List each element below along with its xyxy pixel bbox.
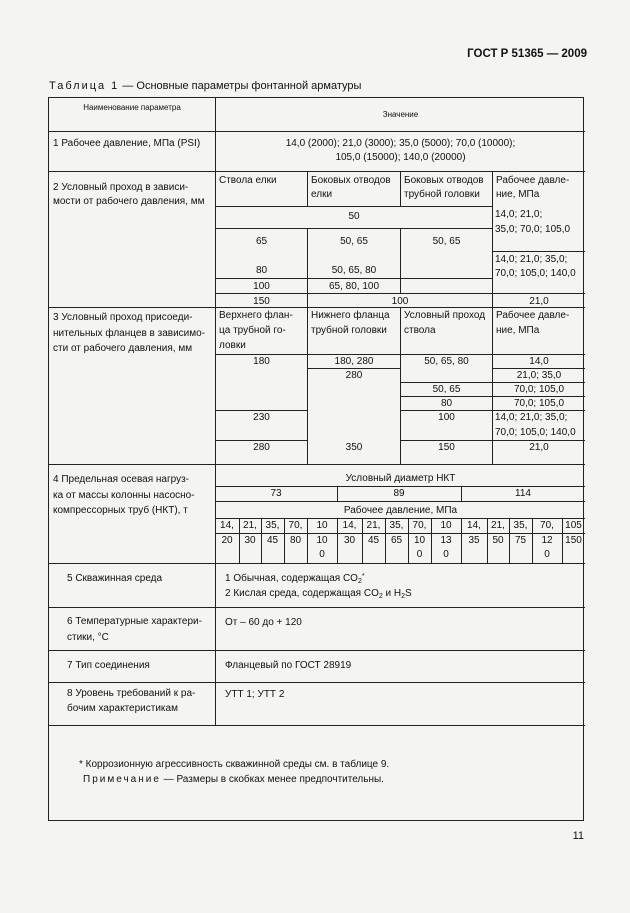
nkt-pressure-1-4: 10	[440, 520, 452, 531]
r4-diam-label: Условный диаметр НКТ	[345, 473, 456, 484]
nkt-pressure-0-4: 10	[316, 520, 328, 531]
nkt-load-2-3: 12	[541, 535, 553, 546]
r3-c4: 80	[440, 398, 453, 409]
r2-v150-side: 100	[391, 296, 409, 307]
r3-d1: 14,0	[529, 356, 549, 367]
r2-h2-2: елки	[311, 189, 333, 200]
nkt-pressure-1-3: 70,	[412, 520, 427, 531]
r3-a6: 280	[253, 442, 270, 453]
r4-name-2: ка от массы колонны насосно-	[53, 490, 195, 501]
nkt-load-1-0: 30	[343, 535, 356, 546]
r2-name-2: мости от рабочего давления, мм	[53, 196, 205, 207]
r1-value-1: 14,0 (2000); 21,0 (3000); 35,0 (5000); 70,0 (10000);	[285, 138, 516, 149]
nkt-load2-2-3: 0	[544, 549, 550, 560]
r2-v65-head: 50, 65	[432, 236, 461, 247]
r2-p3: 21,0	[529, 296, 549, 307]
r2-h3-1: Боковых отводов	[404, 175, 484, 186]
r3-name-3: сти от рабочего давления, мм	[53, 343, 193, 354]
nkt-load-0-1: 30	[244, 535, 256, 546]
r2-h4-1: Рабочее давле-	[496, 175, 570, 186]
r3-name-2: нительных фланцев в зависимо-	[53, 328, 206, 339]
nkt-pressure-2-1: 21,	[491, 520, 505, 531]
r3-a1: 180	[253, 356, 270, 367]
nkt-load2-1-4: 0	[443, 549, 449, 560]
r2-p1-1: 14,0; 21,0;	[495, 209, 543, 220]
r3-h3-1: Условный проход	[404, 310, 486, 321]
r2-v150: 150	[253, 296, 270, 307]
r4-press-label: Рабочее давление, МПа	[343, 505, 458, 516]
nkt-pressure-1-1: 21,	[366, 520, 381, 531]
r3-c5: 100	[438, 412, 455, 423]
r3-h2-1: Нижнего фланца	[311, 310, 390, 321]
r7-name: 7 Тип соединения	[67, 660, 150, 671]
nkt-pressure-0-3: 70,	[288, 520, 303, 531]
r4-name-1: 4 Предельная осевая нагруз-	[53, 474, 189, 485]
r3-d5-2: 70,0; 105,0; 140,0	[495, 427, 576, 438]
r6-value: От – 60 до + 120	[225, 617, 302, 628]
r6-name-1: 6 Температурные характери-	[67, 616, 202, 627]
nkt-load-1-3: 10	[413, 535, 426, 546]
r3-h4-2: ние, МПа	[496, 325, 540, 336]
nkt-load-2-0: 35	[468, 535, 480, 546]
nkt-load-1-4: 13	[440, 535, 452, 546]
r3-d2: 21,0; 35,0	[516, 370, 562, 381]
r7-value: Фланцевый по ГОСТ 28919	[225, 660, 352, 671]
nkt-diameter-2: 114	[515, 488, 531, 499]
r3-d4: 70,0; 105,0	[513, 398, 565, 409]
nkt-load-0-2: 45	[266, 535, 279, 546]
nkt-pressure-2-3: 70,	[540, 520, 554, 531]
nkt-pressure-2-2: 35,	[513, 520, 528, 531]
r8-name-1: 8 Уровень требований к ра-	[67, 688, 196, 699]
r2-h4-2: ние, МПа	[496, 189, 540, 200]
nkt-load-0-0: 20	[221, 535, 233, 546]
r2-v50: 50	[348, 211, 360, 222]
r3-d3: 70,0; 105,0	[513, 384, 565, 395]
r3-d6: 21,0	[529, 442, 549, 453]
nkt-pressure-1-0: 14,	[342, 520, 357, 531]
r1-value-2: 105,0 (15000); 140,0 (20000)	[335, 152, 466, 163]
r3-c3: 50, 65	[432, 384, 461, 395]
r2-h2-1: Боковых отводов	[311, 175, 391, 186]
r8-value: УТТ 1; УТТ 2	[225, 689, 285, 700]
standard-header: ГОСТ Р 51365 — 2009	[467, 48, 587, 60]
nkt-pressure-2-0: 14,	[467, 520, 481, 531]
r2-p2-1: 14,0; 21,0; 35,0;	[495, 254, 568, 265]
r1-name: 1 Рабочее давление, МПа (PSI)	[53, 138, 201, 149]
r3-h1-2: ца трубной го-	[219, 325, 286, 336]
r2-h3-2: трубной головки	[404, 189, 480, 200]
column-value-header: Значение	[382, 110, 419, 119]
r2-p1-2: 35,0; 70,0; 105,0	[495, 224, 571, 235]
r3-name-1: 3 Условный проход присоеди-	[53, 312, 193, 323]
r3-h1-1: Верхнего флан-	[219, 310, 293, 321]
parameters-table	[48, 97, 584, 821]
r5-value-1: 1 Обычная, содержащая $CO_2^*$	[225, 573, 365, 585]
nkt-pressure-0-1: 21,	[243, 520, 257, 531]
column-name-header: Наименование параметра	[83, 103, 181, 112]
nkt-load-0-4: 10	[316, 535, 328, 546]
r2-v65: 65	[255, 236, 268, 247]
page-number: 11	[572, 830, 584, 842]
r3-a5: 230	[253, 412, 270, 423]
nkt-load2-1-3: 0	[416, 549, 423, 560]
nkt-load-0-3: 80	[289, 535, 302, 546]
table-caption	[49, 80, 361, 92]
r3-c6: 150	[438, 442, 455, 453]
r3-d5-1: 14,0; 21,0; 35,0;	[495, 412, 568, 423]
r3-h3-2: ствола	[404, 325, 436, 336]
r5-name: 5 Скважинная среда	[67, 573, 163, 584]
nkt-load2-0-4: 0	[319, 549, 325, 560]
r2-v65-side: 50, 65	[340, 236, 368, 247]
nkt-pressure-0-0: 14,	[220, 520, 234, 531]
nkt-pressure-2-4: 105	[565, 520, 582, 531]
r3-b1: 180, 280	[334, 356, 374, 367]
r6-name-2: стики, °С	[67, 632, 109, 643]
nkt-load-2-1: 50	[492, 535, 504, 546]
r2-name-1: 2 Условный проход в зависи-	[53, 182, 189, 193]
nkt-load-2-2: 75	[514, 535, 527, 546]
nkt-load-2-4: 150	[565, 535, 582, 546]
footnote: * Коррозионную агрессивность скважинной среды см. в таблице 9.	[79, 759, 390, 770]
caption-text: — Основные параметры фонтанной арматуры	[122, 80, 362, 92]
r5-value-2: 2 Кислая среда, содержащая $CO_2$ и $H_2S$	[225, 588, 412, 600]
r3-h2-2: трубной головки	[311, 325, 387, 336]
nkt-load-1-2: 65	[390, 535, 403, 546]
nkt-load-1-1: 45	[367, 535, 380, 546]
r2-v80: 80	[255, 265, 268, 276]
nkt-diameter-1: 89	[393, 488, 405, 499]
r3-c1: 50, 65, 80	[424, 356, 469, 367]
r2-h1: Ствола елки	[219, 175, 277, 186]
r2-p2-2: 70,0; 105,0; 140,0	[495, 268, 576, 279]
r2-v100: 100	[253, 281, 270, 292]
nkt-pressure-1-2: 35,	[389, 520, 404, 531]
r3-b6: 350	[345, 442, 363, 453]
r8-name-2: бочим характеристикам	[67, 703, 178, 714]
r2-v100-side: 65, 80, 100	[328, 281, 380, 292]
r3-h1-3: ловки	[219, 340, 246, 351]
r3-b2: 280	[345, 370, 363, 381]
nkt-pressure-0-2: 35,	[265, 520, 280, 531]
caption-label: Таблица 1	[49, 80, 120, 92]
r4-name-3: компрессорных труб (НКТ), т	[53, 505, 188, 516]
note: Примечание — Размеры в скобках менее предпочтительны.	[83, 774, 384, 785]
r3-h4-1: Рабочее давле-	[496, 310, 570, 321]
r2-v80-side: 50, 65, 80	[331, 265, 377, 276]
nkt-diameter-0: 73	[270, 488, 282, 499]
